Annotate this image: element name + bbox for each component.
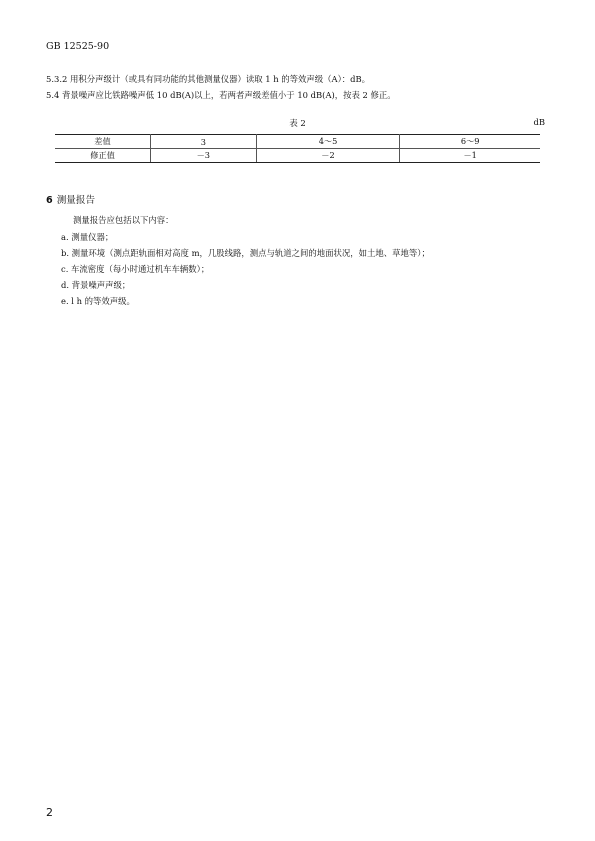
section-intro: 测量报告应包括以下内容： xyxy=(73,215,174,225)
section-number: 6 xyxy=(46,195,53,206)
list-item: b. 测量环境（测点距轨面相对高度 m，几股线路，测点与轨道之间的地面状况，如土地、草地等）； xyxy=(61,248,430,258)
list-item: c. 车流密度（每小时通过机车车辆数）； xyxy=(61,264,210,274)
clause-5-3-2: 5.3.2 用积分声级计（或具有同功能的其他测量仪器）读取 1 h 的等效声级（A）：dB。 xyxy=(46,74,371,84)
row-header-correction: 修正值 xyxy=(55,149,151,163)
table-cell: 4～5 xyxy=(256,135,400,149)
section-title: 测量报告 xyxy=(56,195,96,206)
table-cell: 6～9 xyxy=(400,135,540,149)
clause-5-4: 5.4 背景噪声应比铁路噪声低 10 dB(A)以上，若两者声级差值小于 10 dB(A)，按表 2 修正。 xyxy=(46,90,396,100)
table-unit: dB xyxy=(533,117,545,127)
table-row xyxy=(55,135,540,149)
list-item: e. l h 的等效声级。 xyxy=(61,296,135,306)
list-item: a. 测量仪器； xyxy=(61,232,114,242)
table-caption: 表 2 xyxy=(289,119,306,129)
correction-table xyxy=(55,134,540,163)
table-cell: 3 xyxy=(151,135,257,149)
section-heading xyxy=(46,192,95,206)
table-cell: －1 xyxy=(400,149,540,163)
row-header-difference: 差值 xyxy=(55,135,151,149)
table-cell: －2 xyxy=(256,149,400,163)
standard-number: GB 12525-90 xyxy=(46,41,110,52)
table-row xyxy=(55,149,540,163)
table-cell: －3 xyxy=(151,149,257,163)
list-item: d. 背景噪声声级； xyxy=(61,280,131,290)
page-number: 2 xyxy=(46,806,53,819)
